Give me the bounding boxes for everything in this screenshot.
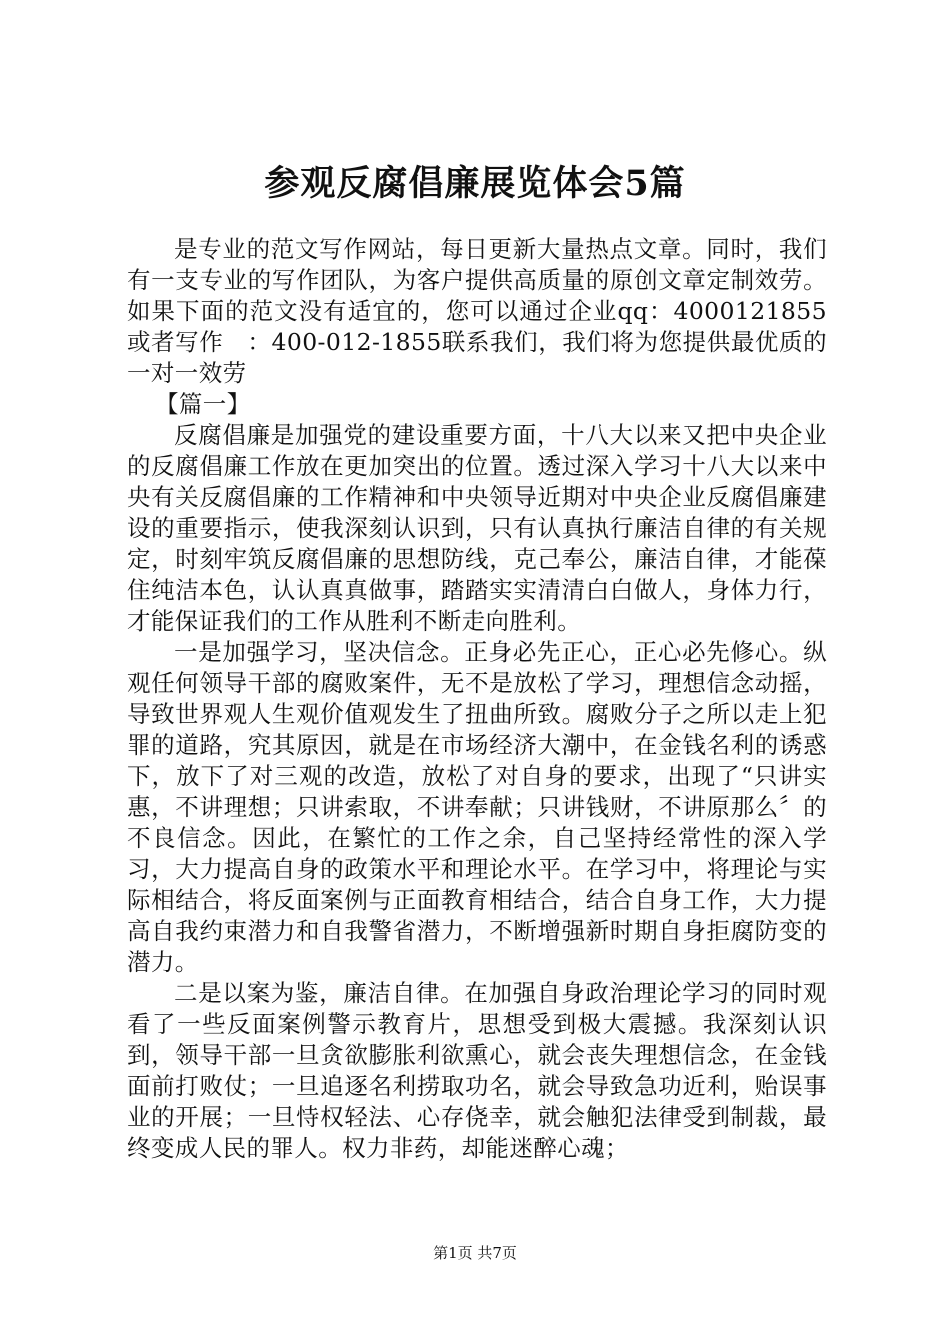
body-paragraph: 反腐倡廉是加强党的建设重要方面，十八大以来又把中央企业的反腐倡廉工作放在更加突出的位置。透过深入学习十八大以来中央有关反腐倡廉的工作精神和中央领导近期对中央企业反腐倡廉建设的重要指示，使我深刻认识到，只有认真执行廉洁自律的有关规定，时刻牢筑反腐倡廉的思想防线，克己奉公，廉洁自律，才能葆住纯洁本色，认认真真做事，踏踏实实清清白白做人，身体力行，才能保证我们的工作从胜利不断走向胜利。 [127, 421, 827, 635]
document-body [127, 234, 827, 1164]
intro-paragraph: 是专业的范文写作网站，每日更新大量热点文章。同时，我们有一支专业的写作团队，为客户提供高质量的原创文章定制效劳。如果下面的范文没有适宜的，您可以通过企业qq：4000121855或者写作 ：400-012-1855联系我们，我们将为您提供最优质的一对一效劳 [127, 235, 827, 387]
page-footer: 第1页 共7页 [433, 1244, 517, 1262]
section-heading: 【篇一】 [155, 390, 251, 418]
body-paragraph: 二是以案为鉴，廉洁自律。在加强自身政治理论学习的同时观看了一些反面案例警示教育片，思想受到极大震撼。我深刻认识到，领导干部一旦贪欲膨胀利欲熏心，就会丧失理想信念，在金钱面前打败仗；一旦追逐名利捞取功名，就会导致急功近利，贻误事业的开展；一旦恃权轻法、心存侥幸，就会触犯法律受到制裁，最终变成人民的罪人。权力非药，却能迷醉心魂； [127, 979, 827, 1162]
body-paragraph: 一是加强学习，坚决信念。正身必先正心，正心必先修心。纵观任何领导干部的腐败案件，无不是放松了学习，理想信念动摇，导致世界观人生观价值观发生了扭曲所致。腐败分子之所以走上犯罪的道路，究其原因，就是在市场经济大潮中，在金钱名利的诱惑下，放下了对三观的改造，放松了对自身的要求，出现了“只讲实惠，不讲理想；只讲索取，不讲奉献；只讲钱财，不讲原那么〞的不良信念。因此，在繁忙的工作之余，自己坚持经常性的深入学习，大力提高自身的政策水平和理论水平。在学习中，将理论与实际相结合，将反面案例与正面教育相结合，结合自身工作，大力提高自我约束潜力和自我警省潜力，不断增强新时期自身拒腐防变的潜力。 [127, 638, 827, 976]
document-title: 参观反腐倡廉展览体会5篇 [264, 163, 686, 204]
